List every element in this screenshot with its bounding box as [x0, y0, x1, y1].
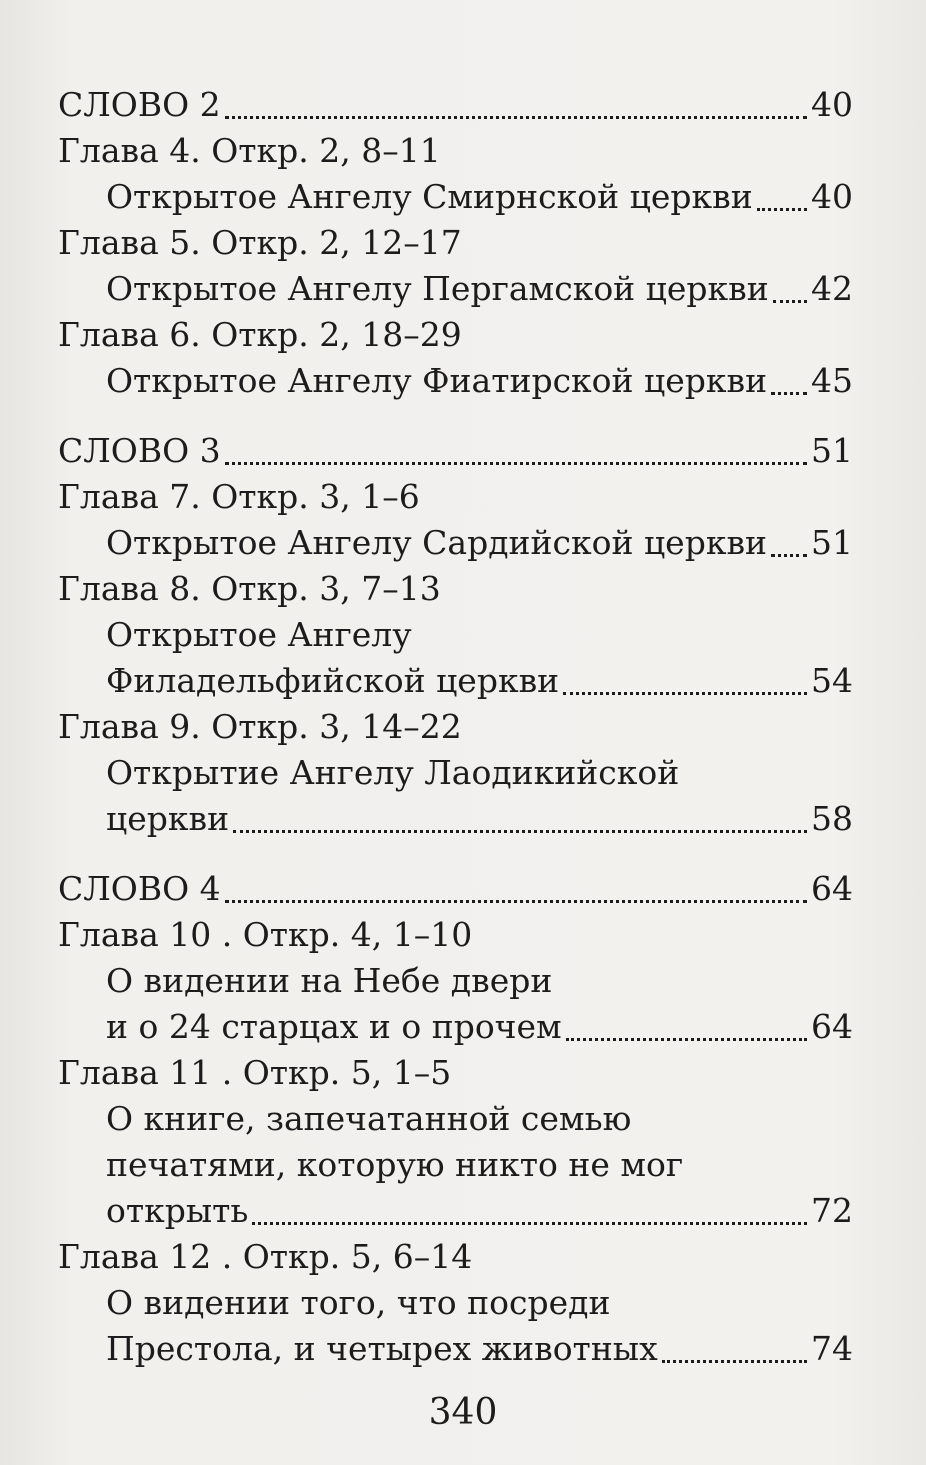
chapter-heading: Глава 11 . Откр. 5, 1–5 [58, 1053, 452, 1092]
entry-title: Филадельфийской церкви [106, 661, 560, 700]
table-of-contents [58, 82, 853, 1372]
dot-leader [225, 462, 807, 465]
entry-title: и о 24 старцах и о прочем [106, 1007, 562, 1046]
toc-chapter [58, 1234, 853, 1372]
dot-leader [233, 830, 807, 833]
entry-title: открыть [106, 1191, 249, 1230]
toc-chapter [58, 704, 853, 842]
entry-title: церкви [106, 799, 230, 838]
dot-leader [225, 116, 807, 119]
chapter-heading: Глава 4. Откр. 2, 8–11 [58, 131, 441, 170]
toc-chapter [58, 312, 853, 404]
toc-section [58, 428, 853, 474]
entry-page-number: 51 [811, 431, 853, 470]
entry-page-number: 45 [811, 361, 853, 400]
entry-title: Престола, и четырех животных [106, 1329, 658, 1368]
chapter-heading: Глава 10 . Откр. 4, 1–10 [58, 915, 473, 954]
entry-title: СЛОВО 2 [58, 85, 221, 124]
chapter-title-line: О видении на Небе двери [106, 961, 553, 1000]
page-number: 340 [428, 1392, 498, 1433]
chapter-heading: Глава 9. Откр. 3, 14–22 [58, 707, 462, 746]
chapter-title-line [58, 174, 853, 220]
section-line [58, 82, 853, 128]
entry-page-number: 74 [811, 1329, 853, 1368]
toc-chapter [58, 912, 853, 1050]
dot-leader [662, 1360, 807, 1363]
entry-page-number: 58 [811, 799, 853, 838]
chapter-title-line [58, 1326, 853, 1372]
chapter-title-line [58, 1188, 853, 1234]
entry-page-number: 51 [811, 523, 853, 562]
dot-leader [757, 208, 807, 211]
chapter-title-line [58, 658, 853, 704]
chapter-title-line [58, 520, 853, 566]
chapter-title-line [58, 1004, 853, 1050]
dot-leader [773, 300, 807, 303]
chapter-title-line: О книге, запечатанной семью [106, 1099, 632, 1138]
entry-title: СЛОВО 3 [58, 431, 221, 470]
dot-leader [771, 554, 807, 557]
chapter-title-line [58, 796, 853, 842]
toc-section [58, 866, 853, 912]
entry-page-number: 64 [811, 1007, 853, 1046]
toc-chapter [58, 128, 853, 220]
dot-leader [566, 1038, 807, 1041]
chapter-heading: Глава 8. Откр. 3, 7–13 [58, 569, 441, 608]
chapter-heading: Глава 5. Откр. 2, 12–17 [58, 223, 462, 262]
chapter-heading: Глава 6. Откр. 2, 18–29 [58, 315, 462, 354]
toc-chapter [58, 220, 853, 312]
entry-page-number: 54 [811, 661, 853, 700]
chapter-title-line [58, 266, 853, 312]
dot-leader [771, 392, 807, 395]
toc-section [58, 82, 853, 128]
dot-leader [563, 692, 807, 695]
dot-leader [252, 1222, 807, 1225]
entry-page-number: 42 [811, 269, 853, 308]
section-line [58, 866, 853, 912]
entry-page-number: 72 [811, 1191, 853, 1230]
chapter-heading: Глава 7. Откр. 3, 1–6 [58, 477, 420, 516]
entry-title: СЛОВО 4 [58, 869, 221, 908]
toc-chapter [58, 566, 853, 704]
dot-leader [225, 900, 807, 903]
chapter-title-line: Открытие Ангелу Лаодикийской [106, 753, 680, 792]
entry-title: Открытое Ангелу Фиатирской церкви [106, 361, 768, 400]
entry-title: Открытое Ангелу Сардийской церкви [106, 523, 768, 562]
chapter-title-line: Открытое Ангелу [106, 615, 412, 654]
chapter-heading: Глава 12 . Откр. 5, 6–14 [58, 1237, 473, 1276]
toc-chapter [58, 474, 853, 566]
chapter-title-line [58, 358, 853, 404]
section-line [58, 428, 853, 474]
entry-page-number: 40 [811, 177, 853, 216]
chapter-title-line: печатями, которую никто не мог [106, 1145, 684, 1184]
entry-title: Открытое Ангелу Смирнской церкви [106, 177, 753, 216]
chapter-title-line: О видении того, что посреди [106, 1283, 611, 1322]
entry-title: Открытое Ангелу Пергамской церкви [106, 269, 769, 308]
entry-page-number: 40 [811, 85, 853, 124]
toc-chapter [58, 1050, 853, 1234]
entry-page-number: 64 [811, 869, 853, 908]
